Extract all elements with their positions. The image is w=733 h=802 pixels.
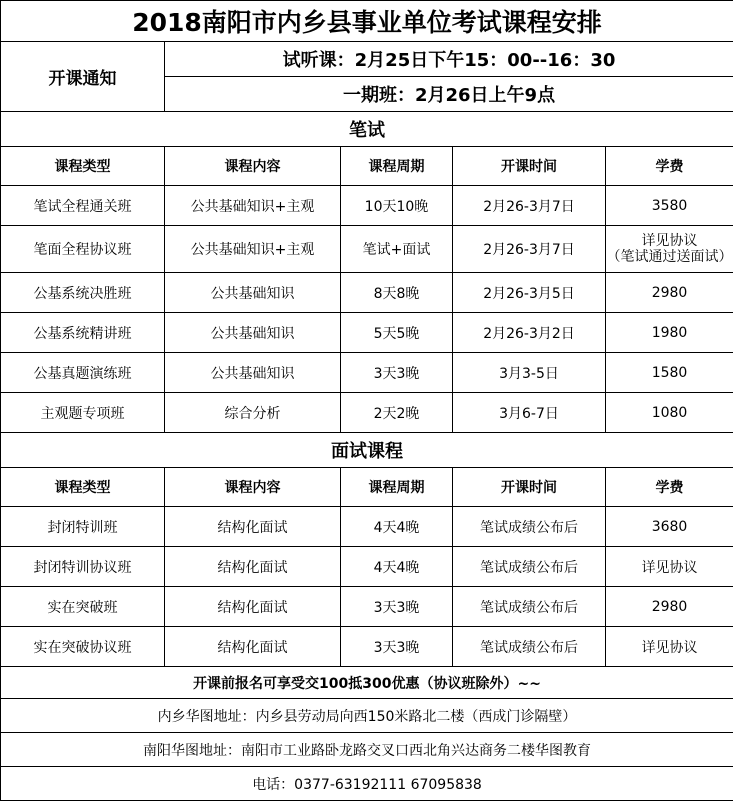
course-content: 公共基础知识	[165, 313, 341, 353]
course-fee: 详见协议	[606, 547, 733, 587]
course-content: 结构化面试	[165, 507, 341, 547]
course-fee: 3580	[606, 186, 733, 226]
notice-label: 开课通知	[1, 42, 165, 112]
written-header-row	[1, 147, 733, 186]
course-start: 3月3-5日	[453, 353, 606, 393]
course-fee: 2980	[606, 273, 733, 313]
nanyang-address: 南阳华图地址：南阳市工业路卧龙路交叉口西北角兴达商务二楼华图教育	[1, 733, 733, 767]
table-row	[1, 627, 733, 667]
course-period: 4天4晚	[341, 547, 453, 587]
course-period: 2天2晚	[341, 393, 453, 433]
course-start: 笔试成绩公布后	[453, 507, 606, 547]
column-header-type: 课程类型	[1, 468, 165, 507]
course-fee: 1580	[606, 353, 733, 393]
course-period: 3天3晚	[341, 627, 453, 667]
table-row	[1, 393, 733, 433]
column-header-start: 开课时间	[453, 147, 606, 186]
course-period: 3天3晚	[341, 587, 453, 627]
column-header-period: 课程周期	[341, 468, 453, 507]
course-period: 10天10晚	[341, 186, 453, 226]
course-start: 2月26-3月7日	[453, 186, 606, 226]
table-row	[1, 507, 733, 547]
course-period: 笔试+面试	[341, 226, 453, 273]
course-content: 公共基础知识+主观	[165, 226, 341, 273]
course-start: 笔试成绩公布后	[453, 587, 606, 627]
course-content: 结构化面试	[165, 627, 341, 667]
promotion-note: 开课前报名可享受交100抵300优惠（协议班除外）~~	[1, 667, 733, 699]
written-section-title: 笔试	[1, 112, 733, 147]
course-content: 综合分析	[165, 393, 341, 433]
course-start: 2月26-3月5日	[453, 273, 606, 313]
course-content: 公共基础知识	[165, 353, 341, 393]
page-title: 2018南阳市内乡县事业单位考试课程安排	[1, 1, 733, 42]
course-fee: 1080	[606, 393, 733, 433]
course-type: 公基系统精讲班	[1, 313, 165, 353]
course-start: 3月6-7日	[453, 393, 606, 433]
interview-section-title: 面试课程	[1, 433, 733, 468]
course-type: 公基系统决胜班	[1, 273, 165, 313]
column-header-type: 课程类型	[1, 147, 165, 186]
course-start: 笔试成绩公布后	[453, 547, 606, 587]
course-type: 实在突破班	[1, 587, 165, 627]
course-period: 8天8晚	[341, 273, 453, 313]
contact-phone: 电话：0377-63192111 67095838	[1, 767, 733, 801]
first-session-notice: 一期班：2月26日上午9点	[165, 77, 733, 112]
course-fee: 2980	[606, 587, 733, 627]
course-content: 结构化面试	[165, 587, 341, 627]
table-row	[1, 273, 733, 313]
table-row	[1, 226, 733, 273]
trial-class-notice: 试听课：2月25日下午15：00--16：30	[165, 42, 733, 77]
course-start: 2月26-3月2日	[453, 313, 606, 353]
course-type: 封闭特训班	[1, 507, 165, 547]
column-header-content: 课程内容	[165, 147, 341, 186]
course-start: 笔试成绩公布后	[453, 627, 606, 667]
course-content: 公共基础知识+主观	[165, 186, 341, 226]
fee-note-detail: （笔试通过送面试）	[606, 249, 733, 265]
course-content: 结构化面试	[165, 547, 341, 587]
course-type: 主观题专项班	[1, 393, 165, 433]
column-header-content: 课程内容	[165, 468, 341, 507]
course-fee: 3680	[606, 507, 733, 547]
table-row	[1, 186, 733, 226]
course-start: 2月26-3月7日	[453, 226, 606, 273]
fee-note: 详见协议	[641, 233, 698, 249]
course-fee: 1980	[606, 313, 733, 353]
course-type: 笔试全程通关班	[1, 186, 165, 226]
course-type: 笔面全程协议班	[1, 226, 165, 273]
course-fee: 详见协议	[606, 627, 733, 667]
course-period: 3天3晚	[341, 353, 453, 393]
course-period: 4天4晚	[341, 507, 453, 547]
neixiang-address: 内乡华图地址：内乡县劳动局向西150米路北二楼（西成门诊隔壁）	[1, 699, 733, 733]
course-type: 封闭特训协议班	[1, 547, 165, 587]
table-row	[1, 353, 733, 393]
table-row	[1, 313, 733, 353]
column-header-period: 课程周期	[341, 147, 453, 186]
course-type: 公基真题演练班	[1, 353, 165, 393]
interview-header-row	[1, 468, 733, 507]
course-type: 实在突破协议班	[1, 627, 165, 667]
course-fee	[606, 226, 733, 273]
column-header-start: 开课时间	[453, 468, 606, 507]
column-header-fee: 学费	[606, 147, 733, 186]
table-row	[1, 547, 733, 587]
table-row	[1, 587, 733, 627]
column-header-fee: 学费	[606, 468, 733, 507]
course-period: 5天5晚	[341, 313, 453, 353]
course-content: 公共基础知识	[165, 273, 341, 313]
